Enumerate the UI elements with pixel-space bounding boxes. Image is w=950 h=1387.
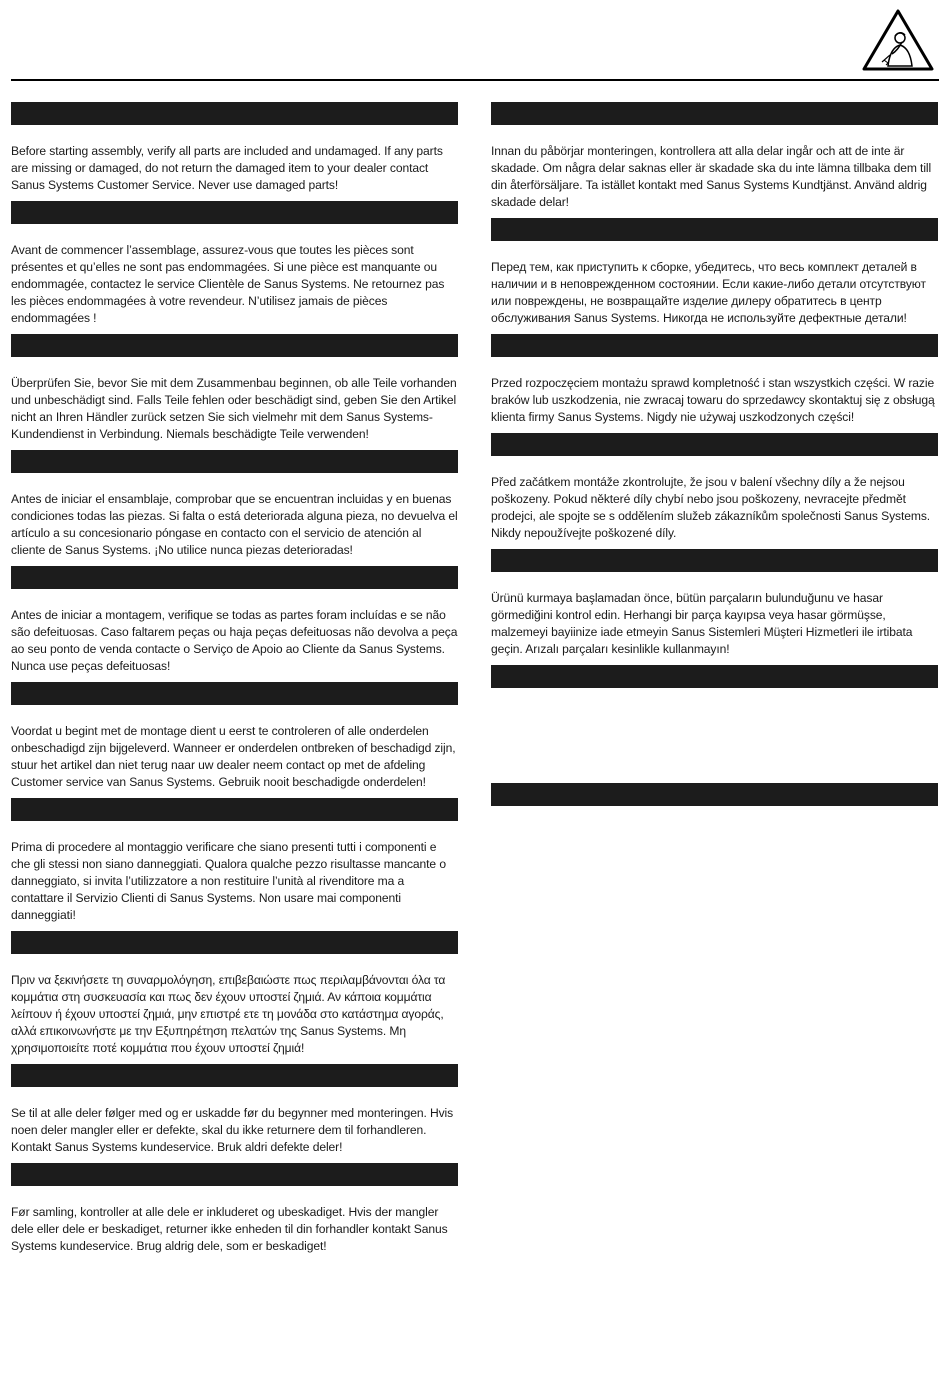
section-header-bar [491, 783, 938, 806]
section-spanish [11, 450, 458, 559]
section-text: Před začátkem montáže zkontrolujte, že jsou v balení všechny díly a že nejsou poškozeny. Pokud některé díly chybí nebo jsou poškozeny, nevracejte předmět prodejci, ale spojte se s oddělením služeb zákazníkům společnosti Sanus Systems. Nikdy nepoužívejte poškozené díly. [491, 475, 931, 540]
section-text: Überprüfen Sie, bevor Sie mit dem Zusammenbau beginnen, ob alle Teile vorhanden und unbeschädigt sind. Falls Teile fehlen oder beschädigt sind, geben Sie den Artikel nicht an Ihren Händler zurück setzen Sie sich vielmehr mit dem Sanus Systems-Kundendienst in Verbindung. Niemals beschädigte Teile verwenden! [11, 376, 457, 441]
section-czech [491, 433, 938, 542]
section-greek [11, 931, 458, 1057]
left-column [11, 102, 458, 1262]
section-text: Prima di procedere al montaggio verificare che siano presenti tutti i componenti e che gli stessi non siano danneggiati. Qualora qualche pezzo risultasse mancante o danneggiato, si invita l’utilizzatore a non restituire l’unità al rivenditore ma a contattare il Servizio Clienti di Sanus Systems. Non usare mai componenti danneggiati! [11, 840, 446, 922]
section-header-bar [491, 433, 938, 456]
section-header-bar [11, 102, 458, 125]
section-text: Før samling, kontroller at alle dele er inkluderet og ubeskadiget. Hvis der mangler dele eller dele er beskadiget, returner ikke enheden til din forhandler kontakt Sanus Systems kundeservice. Brug aldrig dele, som er beskadiget! [11, 1205, 448, 1253]
section-header-bar [491, 665, 938, 688]
section-turkish [491, 549, 938, 658]
section-header-bar [491, 334, 938, 357]
section-header-bar [11, 1163, 458, 1186]
section-italian [11, 798, 458, 924]
section-norwegian [11, 1064, 458, 1156]
section-portuguese [11, 566, 458, 675]
section-empty-1 [491, 665, 938, 783]
section-danish [11, 1163, 458, 1255]
section-text: Se til at alle deler følger med og er uskadde før du begynner med monteringen. Hvis noen deler mangler eller er defekte, skal du ikke returnere dem til forhandleren. Kontakt Sanus Systems kundeservice. Bruk aldri defekte deler! [11, 1106, 454, 1154]
section-header-bar [11, 201, 458, 224]
section-header-bar [11, 931, 458, 954]
section-swedish [491, 102, 938, 211]
section-text: Antes de iniciar el ensamblaje, comprobar que se encuentran incluidas y en buenas condiciones todas las piezas. Si falta o está deteriorada alguna pieza, no devuelva el artículo a su concesionario póngase en contacto con el servicio de atención al cliente de Sanus Systems. ¡No utilice nunca piezas deterioradas! [11, 492, 458, 557]
section-text [491, 688, 938, 706]
section-text: Przed rozpoczęciem montażu sprawd kompletność i stan wszystkich części. W razie braków lub uszkodzenia, nie zwracaj towaru do sprzedawcy skontaktuj się z obsługą klienta firmy Sanus Systems. Nigdy nie używaj uszkodzonych części! [491, 376, 935, 424]
section-header-bar [11, 566, 458, 589]
section-text [491, 806, 938, 824]
section-english [11, 102, 458, 194]
section-russian [491, 218, 938, 327]
section-text: Antes de iniciar a montagem, verifique se todas as partes foram incluídas e se não são defeituosas. Caso faltarem peças ou haja peças defeituosas não devolva a peça ao seu ponto de venda contacte o Serviço de Apoio ao Cliente da Sanus Systems. Nunca use peças defeituosas! [11, 608, 458, 673]
warning-person-icon [862, 8, 934, 72]
section-header-bar [491, 218, 938, 241]
right-column [491, 102, 938, 824]
section-text: Πριν να ξεκινήσετε τη συναρμολόγηση, επιβεβαιώστε πως περιλαμβάνονται όλα τα κομμάτια στη συσκευασία και πως δεν έχουν υποστεί ζημιά. Αν κάποια κομμάτια λείπουν ή έχουν υποστεί ζημιά, μην επιστρέ ετε τη μονάδα στο κατάστημα αγοράς, αλλά επικοινωνήστε με την Εξυπηρέτηση πελατών της Sanus Systems. Μη χρησιμοποιείτε ποτέ κομμάτια που έχουν υποστεί ζημιά! [11, 973, 446, 1055]
section-header-bar [491, 549, 938, 572]
section-french [11, 201, 458, 327]
section-text: Перед тем, как приступить к сборке, убедитесь, что весь комплект деталей в наличии и в неповрежденном состоянии. Если какие-либо детали отсутствуют или повреждены, не возвращайте изделие дилеру обратитесь в центр обслуживания Sanus Systems. Никогда не используйте дефектные детали! [491, 260, 926, 325]
header-rule [11, 79, 939, 81]
section-header-bar [491, 102, 938, 125]
section-text: Innan du påbörjar monteringen, kontrollera att alla delar ingår och att de inte är skadade. Om några delar saknas eller är skadade ska du inte lämna tillbaka dem till din återförsäljare. Ta istället kontakt med Sanus Systems Kundtjänst. Använd aldrig skadade delar! [491, 144, 932, 209]
section-polish [491, 334, 938, 426]
section-header-bar [11, 798, 458, 821]
section-empty-2 [491, 783, 938, 824]
section-german [11, 334, 458, 443]
section-header-bar [11, 682, 458, 705]
section-dutch [11, 682, 458, 791]
section-text: Voordat u begint met de montage dient u eerst te controleren of alle onderdelen onbeschadigd zijn bijgeleverd. Wanneer er onderdelen ontbreken of beschadigd zijn, stuur het artikel dan niet terug naar uw dealer neem contact op met de afdeling Customer service van Sanus Systems. Gebruik nooit beschadigde onderdelen! [11, 724, 456, 789]
section-header-bar [11, 450, 458, 473]
section-text: Avant de commencer l’assemblage, assurez-vous que toutes les pièces sont présentes et qu’elles ne sont pas endommagées. Si une pièce est manquante ou endommagée, contactez le service Clientèle de Sanus Systems. Ne retournez pas les pièces endommagées à votre revendeur. N’utilisez jamais de pièces endommagées ! [11, 243, 445, 325]
section-text: Ürünü kurmaya başlamadan önce, bütün parçaların bulunduğunu ve hasar görmediğini kontrol edin. Herhangi bir parça kayıpsa veya hasar görmüşse, malzemeyi bayiinize iade etmeyin Sanus Sistemleri Müşteri Hizmetleri ile irtibata geçin. Arızalı parçaları kesinlikle kullanmayın! [491, 591, 913, 656]
section-header-bar [11, 1064, 458, 1087]
section-text: Before starting assembly, verify all parts are included and undamaged. If any parts are missing or damaged, do not return the damaged item to your dealer contact Sanus Systems Customer Service. Never use damaged parts! [11, 144, 443, 192]
section-header-bar [11, 334, 458, 357]
